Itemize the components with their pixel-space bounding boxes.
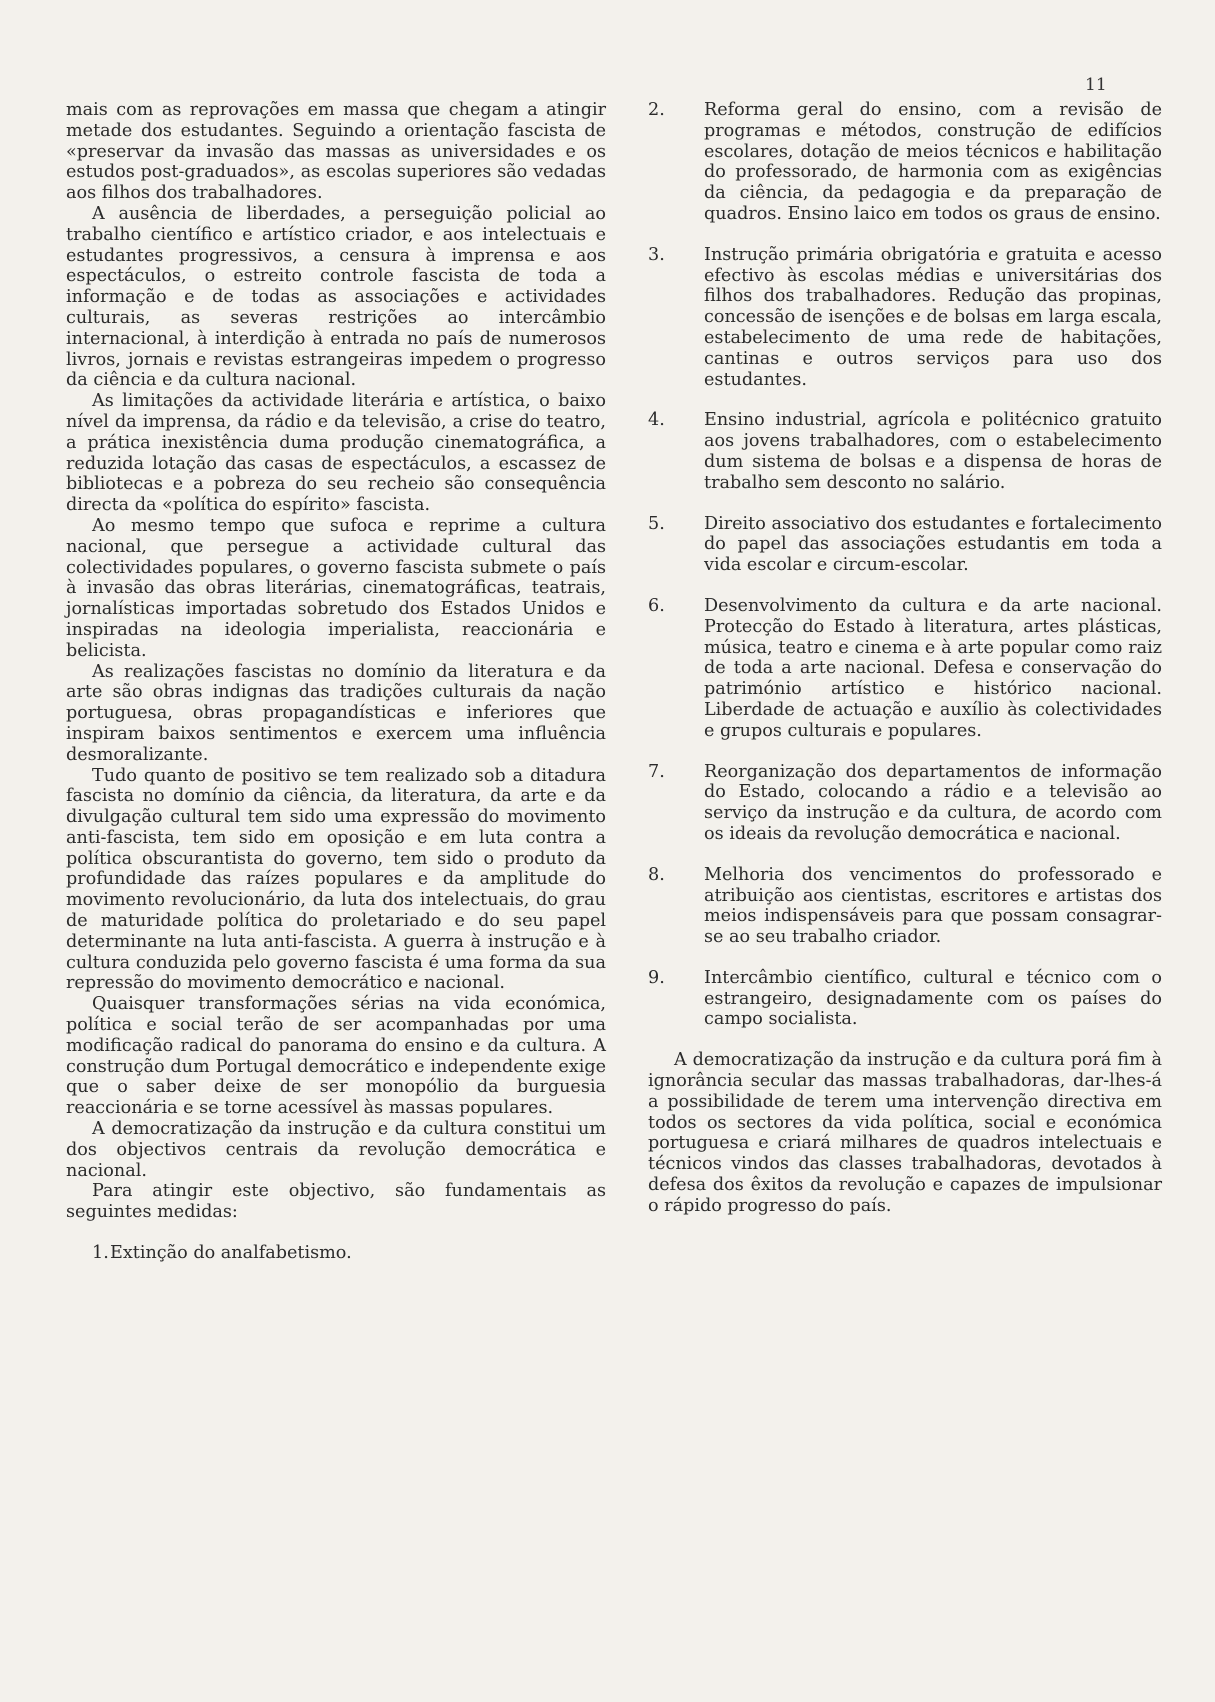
paragraph: Para atingir este objectivo, são fundamentais as seguintes medidas: xyxy=(66,1181,606,1223)
list-item-text: Direito associativo dos estudantes e fortalecimento do papel das associações estudantis em toda a vida escolar e circum-escolar. xyxy=(704,513,1162,576)
list-item-text: Reforma geral do ensino, com a revisão de programas e métodos, construção de edifícios escolares, dotação de meios técnicos e habilitação do professorado, de harmonia com as exigências da ciência, da pedagogia e da preparação de quadros. Ensino laico em todos os graus de ensino. xyxy=(704,100,1162,224)
list-item-number: 1. xyxy=(92,1243,109,1264)
list-item-number: 3. xyxy=(648,244,665,265)
paragraph: A democratização da instrução e da cultura constitui um dos objectivos centrais da revolução democrática e nacional. xyxy=(66,1119,606,1181)
list-item-number: 8. xyxy=(648,864,665,885)
page-number: 11 xyxy=(1085,75,1107,95)
list-item xyxy=(648,245,1162,391)
paragraph: Ao mesmo tempo que sufoca e reprime a cultura nacional, que persegue a actividade cultural das colectividades populares, o governo fascista submete o país à invasão das obras literárias, cinematográficas, teatrais, jornalísticas importadas sobretudo dos Estados Unidos e inspiradas na ideologia imperialista, reaccionária e belicista. xyxy=(66,515,606,661)
paragraph: A ausência de liberdades, a perseguição policial ao trabalho científico e artístico criador, e aos intelectuais e estudantes progressivos, a censura à imprensa e aos espectáculos, o estreito controle fascista de toda a informação e de todas as associações e actividades culturais, as severas restrições ao intercâmbio internacional, à interdição à entrada no país de numerosos livros, jornais e revistas estrangeiras impedem o progresso da ciência e da cultura nacional. xyxy=(66,203,606,391)
list-item-number: 9. xyxy=(648,967,665,988)
list-item xyxy=(648,968,1162,1030)
paragraph: Tudo quanto de positivo se tem realizado sob a ditadura fascista no domínio da ciência, da literatura, da arte e da divulgação cultural tem sido uma expressão do movimento anti-fascista, tem sido em oposição e em luta contra a política obscurantista do governo, tem sido o produto da profundidade das raízes populares e da amplitude do movimento revolucionário, da luta dos intelectuais, do grau de maturidade política do proletariado e do seu papel determinante na luta anti-fascista. A guerra à instrução e à cultura conduzida pelo governo fascista é uma forma da sua repressão do movimento democrático e nacional. xyxy=(66,765,606,994)
list-item-number: 7. xyxy=(648,761,665,782)
paragraph: mais com as reprovações em massa que chegam a atingir metade dos estudantes. Seguindo a orientação fascista de «preservar da invasão das massas as universidades e os estudos post-graduados», as escolas superiores são vedadas aos filhos dos trabalhadores. xyxy=(66,100,606,204)
list-item-text: Desenvolvimento da cultura e da arte nacional. Protecção do Estado à literatura, artes plásticas, música, teatro e cinema e à arte popular como raiz de toda a arte nacional. Defesa e conservação do património artístico e histórico nacional. Liberdade de actuação e auxílio às colectividades e grupos culturais e populares. xyxy=(704,595,1162,741)
list-item xyxy=(648,514,1162,576)
list-item-number: 4. xyxy=(648,410,665,431)
list-item xyxy=(66,1243,606,1264)
paragraph: As limitações da actividade literária e artística, o baixo nível da imprensa, da rádio e da televisão, a crise do teatro, a prática inexistência duma produção cinematográfica, a reduzida lotação das casas de espectáculos, a escassez de bibliotecas e a pobreza do seu recheio são consequência directa da «política do espírito» fascista. xyxy=(66,391,606,516)
paragraph: As realizações fascistas no domínio da literatura e da arte são obras indignas das tradições culturais da nação portuguesa, obras propagandísticas e inferiores que inspiram baixos sentimentos e exercem uma influência desmoralizante. xyxy=(66,661,606,765)
paragraph: Quaisquer transformações sérias na vida económica, política e social terão de ser acompanhadas por uma modificação radical do panorama do ensino e da cultura. A construção dum Portugal democrático e independente exige que o saber deixe de ser monopólio da burguesia reaccionária e se torne acessível às massas populares. xyxy=(66,994,606,1119)
list-item xyxy=(648,100,1162,225)
list-item-number: 5. xyxy=(648,513,665,534)
list-item-text: Melhoria dos vencimentos do professorado e atribuição aos cientistas, escritores e artistas dos meios indispensáveis para que possam consagrar-se ao seu trabalho criador. xyxy=(704,864,1162,948)
list-item xyxy=(648,410,1162,493)
list-item-number: 6. xyxy=(648,595,665,616)
list-item-text: Instrução primária obrigatória e gratuita e acesso efectivo às escolas médias e universitárias dos filhos dos trabalhadores. Redução das propinas, concessão de isenções e de bolsas em larga escala, estabelecimento de uma rede de habitações, cantinas e outros serviços para uso dos estudantes. xyxy=(704,244,1162,390)
right-column xyxy=(648,100,1162,1217)
list-item-text: Intercâmbio científico, cultural e técnico com o estrangeiro, designadamente com os países do campo socialista. xyxy=(704,967,1162,1030)
list-item-text: Reorganização dos departamentos de informação do Estado, colocando a rádio e a televisão ao serviço da instrução e da cultura, de acordo com os ideais da revolução democrática e nacional. xyxy=(704,761,1162,844)
closing-paragraph: A democratização da instrução e da cultura porá fim à ignorância secular das massas trabalhadoras, dar-lhes-á a possibilidade de terem uma intervenção directiva em todos os sectores da vida política, social e económica portuguesa e criará milhares de quadros intelectuais e técnicos vindos das classes trabalhadoras, devotados à defesa dos êxitos da revolução e capazes de impulsionar o rápido progresso do país. xyxy=(648,1050,1162,1216)
list-item xyxy=(648,596,1162,742)
list-item-text: Extinção do analfabetismo. xyxy=(110,1243,352,1264)
left-column xyxy=(66,100,606,1264)
list-item-text: Ensino industrial, agrícola e politécnico gratuito aos jovens trabalhadores, com o estabelecimento dum sistema de bolsas e a dispensa de horas de trabalho sem desconto no salário. xyxy=(704,410,1162,493)
list-item-number: 2. xyxy=(648,100,665,120)
list-item xyxy=(648,762,1162,845)
list-item xyxy=(648,865,1162,948)
